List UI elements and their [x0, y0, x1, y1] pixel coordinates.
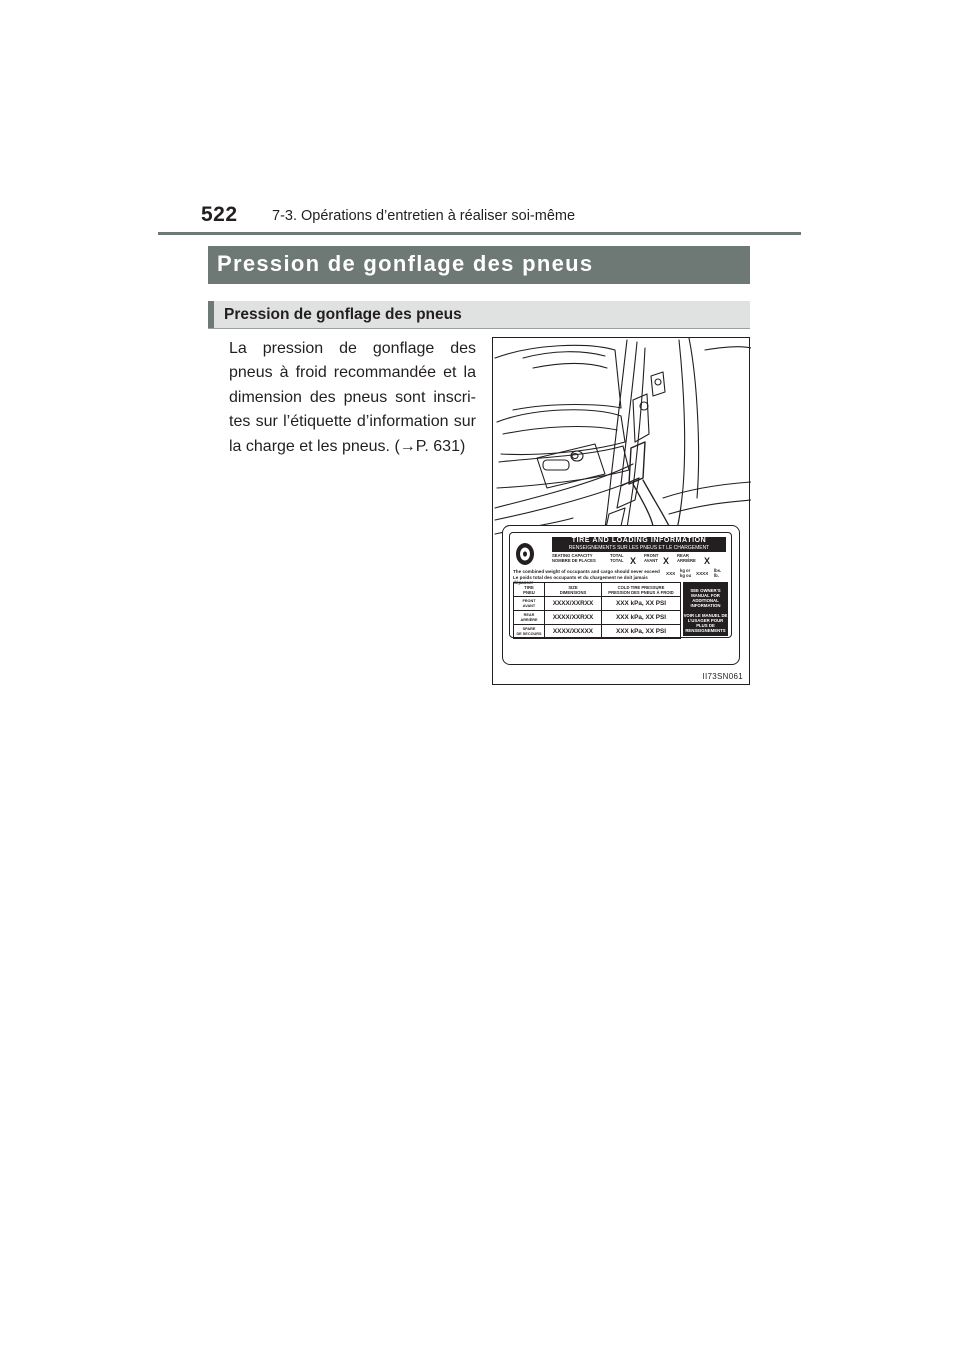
seating-row — [552, 553, 726, 568]
subsection-title: Pression de gonflage des pneus — [224, 306, 462, 323]
col-pressure-en: COLD TIRE PRESSURE — [617, 584, 665, 590]
lbs-unit — [714, 568, 721, 578]
col-size — [545, 583, 602, 597]
row-label — [514, 625, 545, 639]
see-manual-fr: VOIR LE MANUEL DE L’USAGER POUR PLUS DE RENSEIGNEMENTS — [683, 613, 728, 633]
kg-unit — [680, 568, 691, 578]
warning-en: The combined weight of occupants and cargo should never exceed — [513, 569, 660, 574]
row-label-en: REAR — [523, 613, 535, 618]
callout-box — [502, 525, 740, 665]
body-paragraph: La pression de gonflage des pneus à froid recommandée et la dimension des pneus sont inscri-tes sur l’étiquette d’information sur la charge et les pneus. (→P. 631) — [229, 340, 476, 455]
tire-size: XXXX/XXRXX — [545, 597, 602, 611]
subsection-underline — [208, 328, 750, 329]
tire-label-illustration — [492, 337, 750, 685]
rear-value: X — [704, 556, 711, 566]
front-label — [644, 553, 658, 563]
see-manual-en: SEE OWNER’S MANUAL FOR ADDITIONAL INFORMATION — [690, 588, 721, 608]
row-label-fr: DE SECOURS — [516, 631, 542, 636]
total-fr: TOTAL — [610, 558, 624, 563]
total-en: TOTAL — [610, 553, 624, 558]
seating-en: SEATING CAPACITY — [552, 553, 593, 558]
kg-or: kg or — [680, 568, 691, 573]
rear-label — [677, 553, 696, 563]
col-pressure — [602, 583, 681, 597]
tire-size: XXXX/XXRXX — [545, 611, 602, 625]
page-number: 522 — [201, 203, 238, 226]
col-tire — [514, 583, 545, 597]
front-fr: AVANT — [644, 558, 658, 563]
seating-fr: NOMBRE DE PLACES — [552, 558, 596, 563]
row-label-en: FRONT — [522, 599, 536, 604]
seating-capacity-label — [552, 553, 596, 563]
see-manual-panel — [683, 582, 728, 636]
row-label — [514, 611, 545, 625]
tire-pressure-table — [513, 582, 681, 639]
tire-pressure: XXX kPa, XX PSI — [602, 611, 681, 625]
tire-loading-label — [509, 532, 732, 638]
max-weight-kg: XXX — [666, 571, 676, 576]
tire-size: XXXX/XXXXX — [545, 625, 602, 639]
header-rule — [158, 232, 801, 235]
rear-fr: ARRIÈRE — [677, 558, 696, 563]
section-title: Pression de gonflage des pneus — [217, 251, 594, 276]
row-label-fr: ARRIÈRE — [520, 617, 538, 622]
lb-fr: lb. — [714, 573, 719, 578]
table-row — [514, 597, 681, 611]
label-title-fr: RENSEIGNEMENTS SUR LES PNEUS ET LE CHARGEMENT — [568, 545, 710, 551]
lbs-en: lbs. — [714, 568, 722, 573]
col-pressure-fr: PRESSION DES PNEUS À FROID — [608, 589, 674, 595]
figure-code: II73SN061 — [702, 672, 743, 681]
tire-icon — [514, 541, 536, 567]
front-value: X — [663, 556, 670, 566]
front-en: FRONT — [644, 553, 659, 558]
row-label-en: SPARE — [522, 627, 536, 632]
col-size-en: SIZE — [568, 584, 578, 590]
warning-fr: Le poids total des occupants et du chargement ne doit jamais dépasser — [513, 574, 648, 585]
col-tire-en: TIRE — [524, 584, 534, 590]
running-head: 7-3. Opérations d’entretien à réaliser soi-même — [272, 208, 576, 224]
table-header-row — [514, 583, 681, 597]
subsection-accent — [208, 301, 214, 328]
row-label-fr: AVANT — [522, 603, 536, 608]
col-tire-fr: PNEU — [523, 589, 535, 595]
rear-en: REAR — [677, 553, 689, 558]
tire-pressure: XXX kPa, XX PSI — [602, 597, 681, 611]
max-weight-lbs: XXXX — [696, 571, 709, 576]
table-row — [514, 625, 681, 639]
row-label — [514, 597, 545, 611]
table-row — [514, 611, 681, 625]
total-value: X — [630, 556, 637, 566]
tire-pressure: XXX kPa, XX PSI — [602, 625, 681, 639]
label-title: TIRE AND LOADING INFORMATION — [571, 537, 707, 544]
total-label — [610, 553, 624, 563]
kg-ou: kg ou — [680, 573, 692, 578]
label-header — [552, 537, 726, 552]
col-size-fr: DIMENSIONS — [559, 589, 587, 595]
